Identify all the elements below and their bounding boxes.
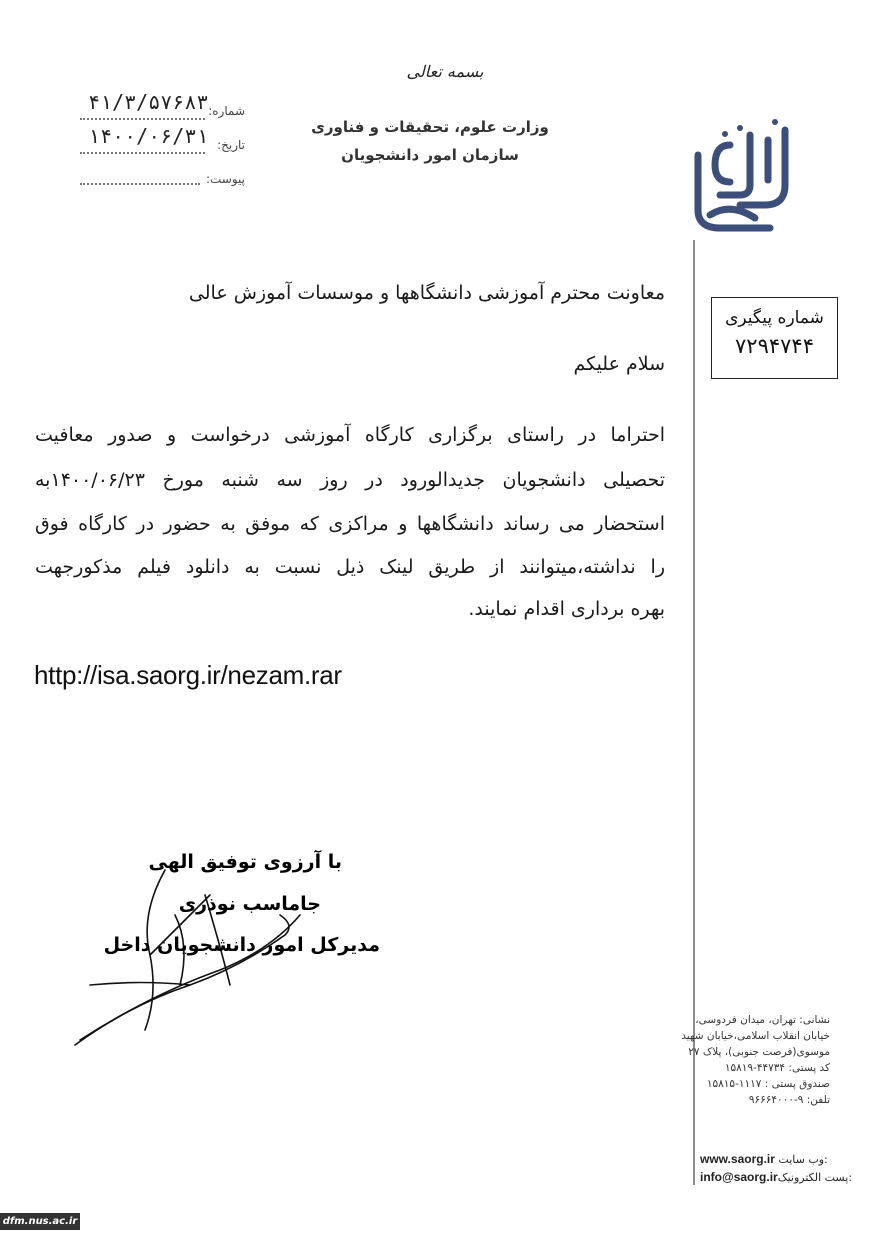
margin-line xyxy=(693,240,695,1185)
bismillah-text: بسمه تعالی xyxy=(406,62,484,81)
organization-logo xyxy=(680,110,800,240)
address-line: صندوق پستی : ۱۱۱۷-۱۵۸۱۵ xyxy=(706,1078,830,1090)
address-line: کد پستی: ۴۴۷۳۴-۱۵۸۱۹ xyxy=(724,1062,830,1074)
date-label: تاریخ: xyxy=(217,138,245,152)
signatory-title: مدیرکل امور دانشجویان داخل xyxy=(103,934,380,956)
letter-number: ۴۱/۳/۵۷۶۸۳ xyxy=(88,90,209,114)
closing-line: با آرزوی توفیق الهی xyxy=(148,851,342,873)
body-line: احتراما در راستای برگزاری کارگاه آموزشی درخواست و صدور معافیت xyxy=(35,424,665,446)
address-line: موسوی(فرصت جنوبی)، پلاک ۲۷ xyxy=(688,1046,830,1058)
email-label: پست الکترونیک: xyxy=(777,1171,853,1184)
number-dotline xyxy=(80,118,205,120)
signatory-name: جاماسب نوذری xyxy=(178,893,321,915)
attachment-label: پیوست: xyxy=(205,172,245,186)
letter-date: ۱۴۰۰/۰۶/۳۱ xyxy=(88,124,209,148)
website-link[interactable]: www.saorg.ir xyxy=(700,1152,775,1166)
website-row xyxy=(700,1152,828,1166)
tracking-box xyxy=(711,297,838,379)
attachment-dotline xyxy=(80,183,200,185)
download-link[interactable]: http://isa.saorg.ir/nezam.rar xyxy=(34,660,342,690)
organization-logo-icon xyxy=(680,110,800,240)
email-row xyxy=(700,1170,852,1184)
address-line: تلفن: ۹-۹۶۶۶۴۰۰۰ xyxy=(748,1094,830,1106)
organization-name: سازمان امور دانشجویان xyxy=(341,146,519,164)
website-label: وب سایت: xyxy=(778,1153,828,1166)
address-line: نشانی: تهران، میدان فردوسی، xyxy=(695,1014,830,1026)
tracking-number: ۷۲۹۴۷۴۴ xyxy=(735,334,814,358)
ministry-name: وزارت علوم، تحقیقات و فناوری xyxy=(311,118,549,136)
number-label: شماره: xyxy=(208,104,245,118)
body-line: بهره برداری اقدام نمایند. xyxy=(468,598,665,620)
date-dotline xyxy=(80,152,205,154)
recipient-line: معاونت محترم آموزشی دانشگاهها و موسسات آموزش عالی xyxy=(188,282,665,304)
body-line: استحضار می رساند دانشگاهها و مراکزی که موفق به حضور در کارگاه فوق xyxy=(35,513,665,535)
watermark-badge: dfm.nus.ac.ir xyxy=(0,1213,80,1230)
greeting-line: سلام علیکم xyxy=(573,353,665,375)
body-line: تحصیلی دانشجویان جدیدالورود در روز سه شنبه مورخ ۱۴۰۰/۰۶/۲۳به xyxy=(35,469,665,491)
body-line: را نداشته،میتوانند از طریق لینک ذیل نسبت به دانلود فیلم مذکورجهت xyxy=(35,556,665,578)
email-link[interactable]: info@saorg.ir xyxy=(700,1170,778,1184)
address-line: خیابان انقلاب اسلامی،خیابان شهید xyxy=(681,1030,830,1042)
tracking-label: شماره پیگیری xyxy=(725,308,824,328)
